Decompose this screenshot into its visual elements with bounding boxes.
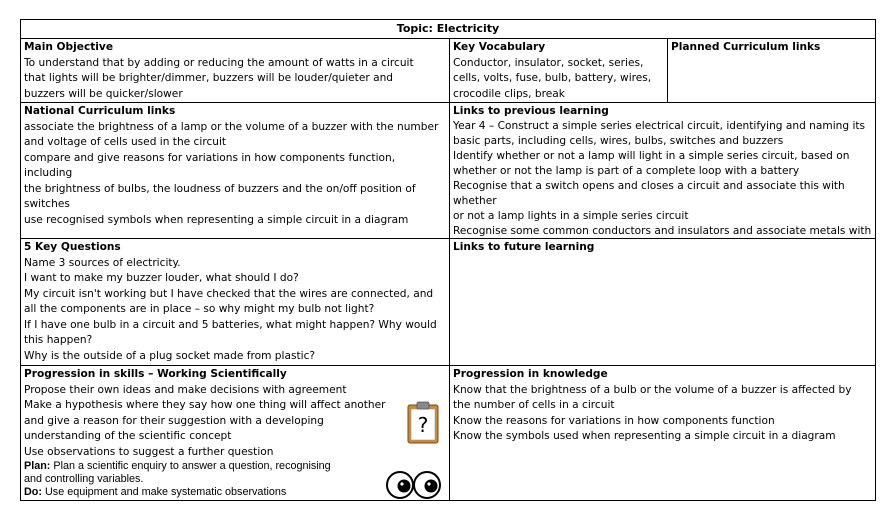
previous-learning-cell xyxy=(449,102,875,238)
knowledge-line: Know the symbols used when representing a simple circuit in a diagram xyxy=(453,430,836,442)
key-vocabulary-cell xyxy=(449,38,667,102)
key-vocabulary-line: cells, volts, fuse, bulb, battery, wires, xyxy=(453,72,652,84)
national-curriculum-line: the brightness of bulbs, the loudness of buzzers and the on/off position of xyxy=(24,182,416,195)
key-question-line: Why is the outside of a plug socket made from plastic? xyxy=(24,349,316,362)
skills-cell xyxy=(21,365,449,500)
key-questions-cell xyxy=(21,238,449,365)
future-learning-cell xyxy=(449,238,875,365)
plan-line xyxy=(24,460,446,473)
national-curriculum-line: switches xyxy=(24,198,70,210)
national-curriculum-line: use recognised symbols when representing a simple circuit in a diagram xyxy=(24,213,409,226)
planned-curriculum-heading: Planned Curriculum links xyxy=(671,41,821,53)
key-vocabulary-line: Conductor, insulator, socket, series, xyxy=(453,56,644,69)
previous-learning-line: basic parts, including cells, wires, bulbs, switches and buzzers xyxy=(453,135,784,147)
national-curriculum-line: and voltage of cells used in the circuit xyxy=(24,136,227,148)
clipboard-question-icon xyxy=(406,401,440,445)
skills-line: Use observations to suggest a further question xyxy=(24,445,274,458)
key-question-line: I want to make my buzzer louder, what should I do? xyxy=(24,272,299,284)
previous-learning-line: Recognise that a switch opens and closes a circuit and associate this with whether xyxy=(453,180,845,207)
planning-table xyxy=(20,19,876,501)
skills-heading: Progression in skills – Working Scientifically xyxy=(24,368,287,380)
knowledge-heading: Progression in knowledge xyxy=(453,368,608,380)
key-question-line: If I have one bulb in a circuit and 5 batteries, what might happen? Why would xyxy=(24,318,437,331)
skills-line: Propose their own ideas and make decisions with agreement xyxy=(24,383,347,396)
skills-line: understanding of the scientific concept xyxy=(24,430,232,442)
do-line xyxy=(24,486,446,499)
plan-line-continued: and controlling variables. xyxy=(24,473,144,485)
googly-eyes-icon xyxy=(385,470,443,500)
future-learning-heading: Links to future learning xyxy=(453,241,595,253)
key-question-line: this happen? xyxy=(24,334,93,346)
key-vocabulary-line: crocodile clips, break xyxy=(453,87,565,100)
previous-learning-heading: Links to previous learning xyxy=(453,105,609,117)
main-objective-line: To understand that by adding or reducing the amount of watts in a circuit xyxy=(24,56,414,69)
knowledge-line: Know that the brightness of a bulb or the volume of a buzzer is affected by xyxy=(453,383,852,396)
previous-learning-line: whether or not the lamp is part of a complete loop with a battery xyxy=(453,165,800,177)
planned-curriculum-cell xyxy=(667,38,875,102)
national-curriculum-line: associate the brightness of a lamp or the volume of a buzzer with the number xyxy=(24,120,439,133)
topic-title: Topic: Electricity xyxy=(396,22,500,35)
main-objective-heading: Main Objective xyxy=(24,41,114,53)
key-vocabulary-heading: Key Vocabulary xyxy=(453,41,546,53)
main-objective-line: buzzers will be quicker/slower xyxy=(24,87,183,100)
skills-line: and give a reason for their suggestion with a developing xyxy=(24,414,324,427)
knowledge-line: Know the reasons for variations in how components function xyxy=(453,414,775,427)
previous-learning-line: Identify whether or not a lamp will light in a simple series circuit, based on xyxy=(453,150,850,162)
plan-label: Plan: xyxy=(24,460,51,472)
knowledge-line: the number of cells in a circuit xyxy=(453,399,615,411)
national-curriculum-cell xyxy=(21,102,449,238)
key-question-line: all the components are in place – so why might my bulb not light? xyxy=(24,303,375,315)
do-text: Use equipment and make systematic observations xyxy=(42,486,287,498)
previous-learning-line: Year 4 – Construct a simple series electrical circuit, identifying and naming its xyxy=(453,120,866,132)
key-questions-heading: 5 Key Questions xyxy=(24,241,121,253)
previous-learning-line: Recognise some common conductors and insulators and associate metals with xyxy=(453,225,872,237)
key-question-line: Name 3 sources of electricity. xyxy=(24,256,181,269)
main-objective-line: that lights will be brighter/dimmer, buzzers will be louder/quieter and xyxy=(24,72,394,84)
skills-line: Make a hypothesis where they say how one thing will affect another xyxy=(24,399,386,411)
knowledge-cell xyxy=(449,365,875,500)
national-curriculum-heading: National Curriculum links xyxy=(24,105,176,117)
do-label: Do: xyxy=(24,486,42,498)
plan-text: Plan a scientific enquiry to answer a question, recognising xyxy=(50,460,331,472)
national-curriculum-line: compare and give reasons for variations in how components function, including xyxy=(24,151,396,179)
key-question-line: My circuit isn't working but I have checked that the wires are connected, and xyxy=(24,287,434,300)
main-objective-cell xyxy=(21,38,449,102)
previous-learning-line: or not a lamp lights in a simple series circuit xyxy=(453,210,689,222)
clipboard-question-mark: ? xyxy=(417,413,429,437)
